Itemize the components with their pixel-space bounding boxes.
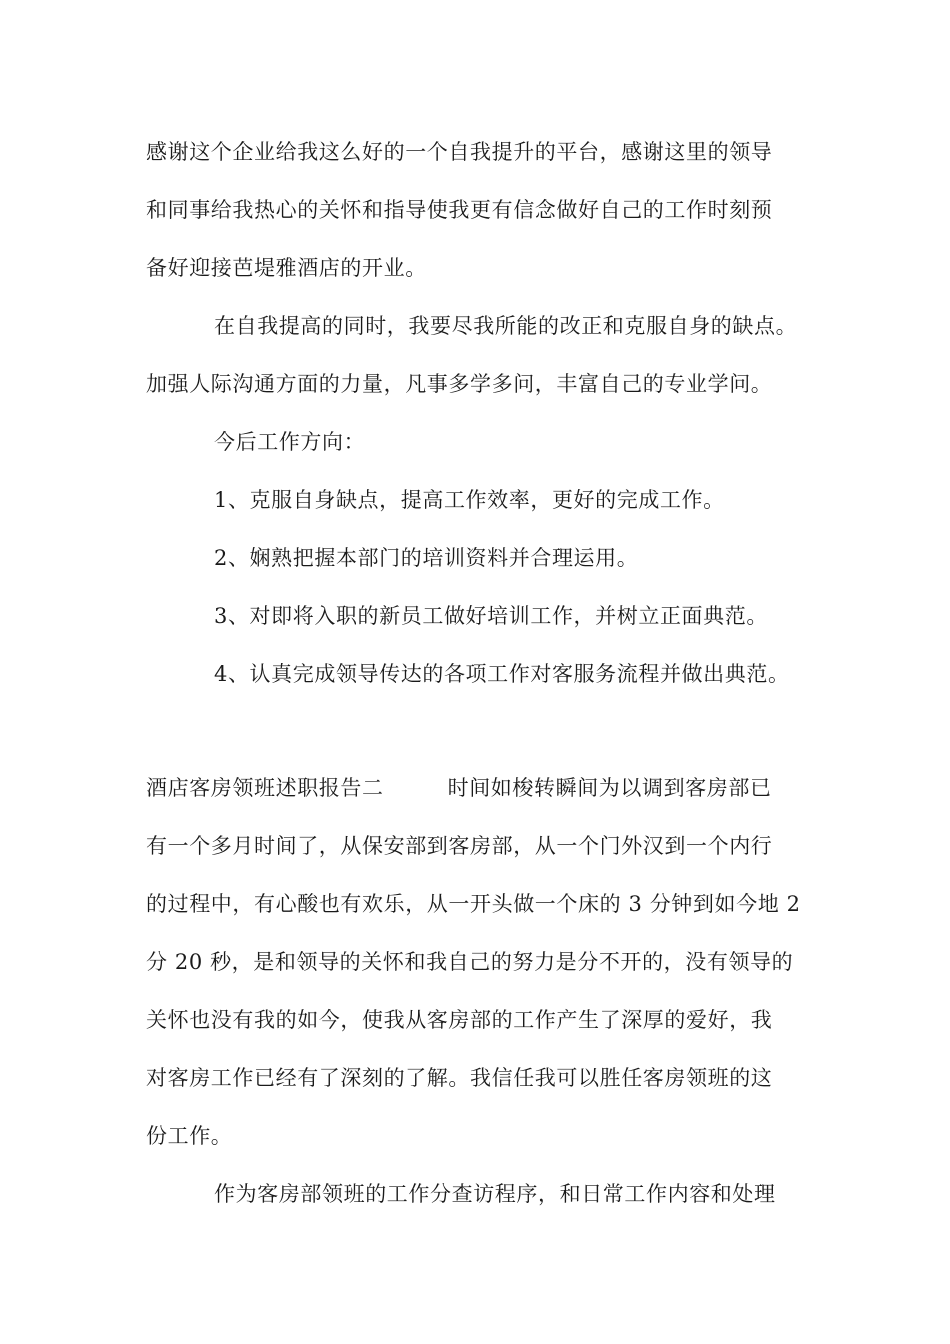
section-line-3: 的过程中，有心酸也有欢乐，从一开头做一个床的 3 分钟到如今地 2 [146,892,801,916]
section-first-line [146,774,826,802]
paragraph-line-5: 加强人际沟通方面的力量，凡事多学多问，丰富自己的专业学问。 [146,372,773,396]
subheading-work-direction: 今后工作方向： [214,430,366,454]
list-item-1: 1、克服自身缺点，提高工作效率，更好的完成工作。 [214,488,725,512]
section-line-8: 作为客房部领班的工作分查访程序，和日常工作内容和处理 [214,1182,776,1206]
section-line-2: 有一个多月时间了，从保安部到客房部，从一个门外汉到一个内行 [146,834,773,858]
section-line-7: 份工作。 [146,1124,233,1148]
paragraph-line-1: 感谢这个企业给我这么好的一个自我提升的平台，感谢这里的领导 [146,140,773,164]
section-line-6: 对客房工作已经有了深刻的了解。我信任我可以胜任客房领班的这 [146,1066,773,1090]
section-line-1: 时间如梭转瞬间为以调到客房部已 [447,776,772,800]
list-item-3: 3、对即将入职的新员工做好培训工作，并树立正面典范。 [214,604,768,628]
list-item-4: 4、认真完成领导传达的各项工作对客服务流程并做出典范。 [214,662,790,686]
section-line-5: 关怀也没有我的如今，使我从客房部的工作产生了深厚的爱好，我 [146,1008,773,1032]
section-line-4: 分 20 秒，是和领导的关怀和我自己的努力是分不开的，没有领导的 [146,950,794,974]
section-title: 酒店客房领班述职报告二 [146,776,384,800]
paragraph-line-3: 备好迎接芭堤雅酒店的开业。 [146,256,427,280]
list-item-2: 2、娴熟把握本部门的培训资料并合理运用。 [214,546,639,570]
paragraph-line-4: 在自我提高的同时，我要尽我所能的改正和克服自身的缺点。 [214,314,798,338]
paragraph-line-2: 和同事给我热心的关怀和指导使我更有信念做好自己的工作时刻预 [146,198,773,222]
